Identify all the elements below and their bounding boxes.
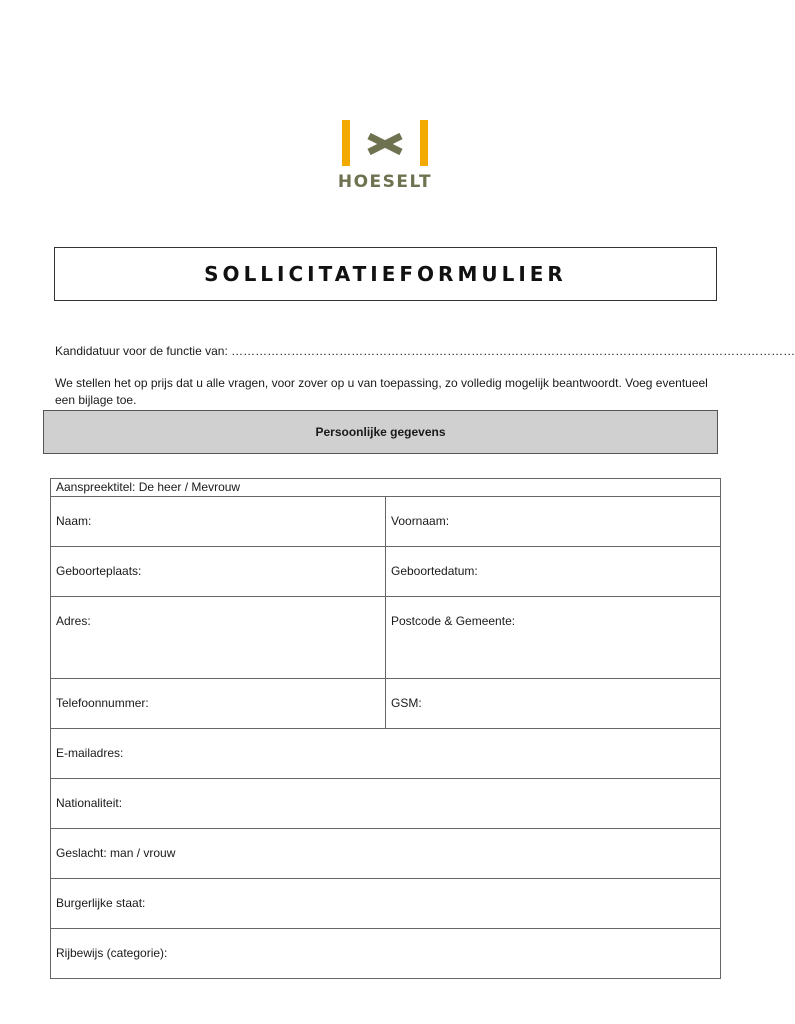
personal-data-table (50, 478, 721, 979)
table-row (51, 929, 721, 979)
voornaam-field[interactable]: Voornaam: (386, 497, 721, 547)
table-row (51, 779, 721, 829)
table-row (51, 547, 721, 597)
logo-text: HOESELT (337, 172, 433, 192)
geboortedatum-field[interactable]: Geboortedatum: (386, 547, 721, 597)
section-header-personal: Persoonlijke gegevens (43, 410, 718, 454)
telefoonnummer-field[interactable]: Telefoonnummer: (51, 679, 386, 729)
table-row (51, 479, 721, 497)
naam-field[interactable]: Naam: (51, 497, 386, 547)
aanspreektitel-field[interactable]: Aanspreektitel: De heer / Mevrouw (51, 479, 721, 497)
adres-field[interactable]: Adres: (51, 597, 386, 679)
table-row (51, 879, 721, 929)
logo-left-bar (342, 120, 350, 166)
page-title: SOLLICITATIEFORMULIER (204, 262, 567, 286)
postcode-gemeente-field[interactable]: Postcode & Gemeente: (386, 597, 721, 679)
table-row (51, 679, 721, 729)
rijbewijs-field[interactable]: Rijbewijs (categorie): (51, 929, 721, 979)
table-row (51, 597, 721, 679)
geslacht-field[interactable]: Geslacht: man / vrouw (51, 829, 721, 879)
gsm-field[interactable]: GSM: (386, 679, 721, 729)
table-row (51, 497, 721, 547)
logo-right-bar (420, 120, 428, 166)
logo-mark-icon (305, 116, 465, 172)
nationaliteit-field[interactable]: Nationaliteit: (51, 779, 721, 829)
title-box (54, 247, 717, 301)
burgerlijke-staat-field[interactable]: Burgerlijke staat: (51, 879, 721, 929)
table-row (51, 829, 721, 879)
geboorteplaats-field[interactable]: Geboorteplaats: (51, 547, 386, 597)
table-row (51, 729, 721, 779)
emailadres-field[interactable]: E-mailadres: (51, 729, 721, 779)
hoeselt-logo (305, 116, 465, 196)
intro-text: We stellen het op prijs dat u alle vragen, voor zover op u van toepassing, zo volledig mogelijk beantwoordt. Voeg eventueel een bijlage toe. (55, 376, 708, 407)
candidate-function-line[interactable]: Kandidatuur voor de functie van: …………………………………………………………………………………………………………………………… (55, 344, 795, 358)
